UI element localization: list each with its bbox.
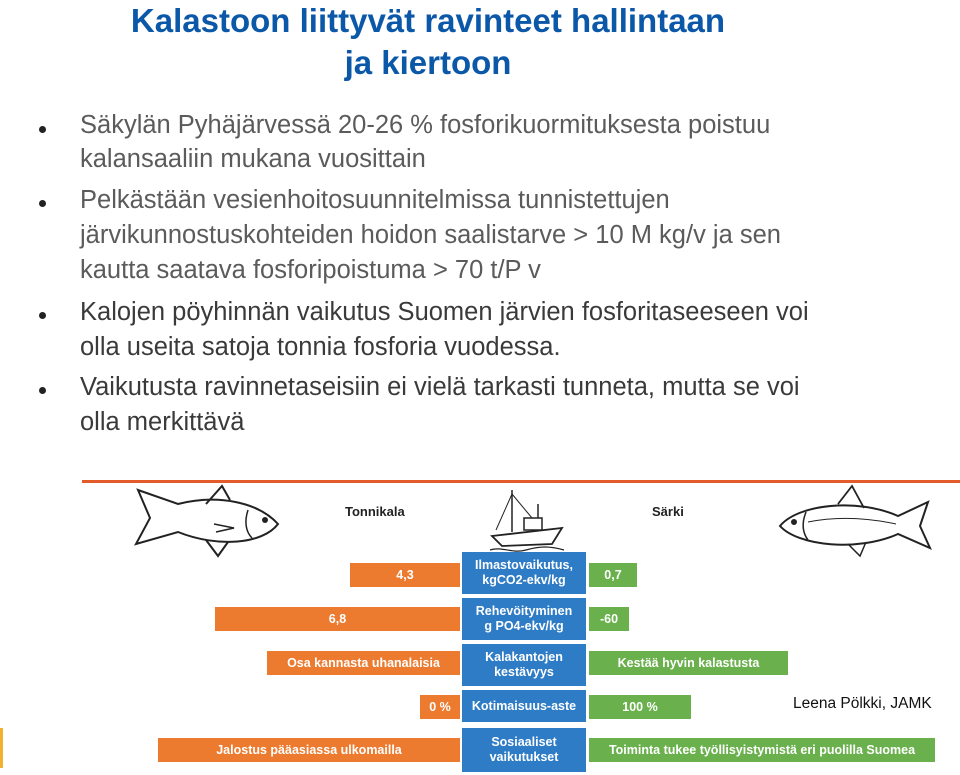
category-eutrophication: Rehevöityminen g PO4-ekv/kg <box>462 598 586 640</box>
title-line-2: ja kiertoon <box>344 44 512 81</box>
bullet-1-line-1: Säkylän Pyhäjärvessä 20-26 % fosforikuormituksesta poistuu <box>80 111 771 139</box>
bullet-3-line-2: olla useita satoja tonnia fosforia vuodessa. <box>80 333 561 361</box>
bullet-2-line-1: Pelkästään vesienhoitosuunnitelmissa tunnistettujen <box>80 186 670 214</box>
fishing-boat-icon <box>488 484 566 556</box>
tuna-social-bar: Jalostus pääasiassa ulkomailla <box>158 738 460 762</box>
bullet-4-line-2: olla merkittävä <box>80 408 245 436</box>
roach-stock-bar: Kestää hyvin kalastusta <box>589 651 788 675</box>
bullet-2-line-2: järvikunnostuskohteiden hoidon saalistarve > 10 M kg/v ja sen <box>80 221 781 249</box>
roach-social-bar: Toiminta tukee työllisyistymistä eri puolilla Suomea <box>589 738 935 762</box>
bullet-2-line-3: kautta saatava fosforipoistuma > 70 t/P v <box>80 256 541 284</box>
bullet-icon <box>39 126 46 133</box>
bullet-icon <box>39 312 46 319</box>
comparison-figure <box>0 470 960 775</box>
roach-label: Särki <box>652 504 684 519</box>
bullet-4-line-1: Vaikutusta ravinnetaseisiin ei vielä tarkasti tunneta, mutta se voi <box>80 373 800 401</box>
category-stock-sustainability: Kalakantojen kestävyys <box>462 644 586 686</box>
category-domestic-degree: Kotimaisuus-aste <box>462 690 586 722</box>
category-climate: Ilmastovaikutus, kgCO2-ekv/kg <box>462 552 586 594</box>
tuna-fish-icon <box>118 482 308 562</box>
roach-fish-icon <box>768 482 938 560</box>
category-social-impacts: Sosiaaliset vaikutukset <box>462 728 586 772</box>
tuna-domestic-bar: 0 % <box>420 695 460 719</box>
tuna-stock-bar: Osa kannasta uhanalaisia <box>267 651 460 675</box>
bullet-1-line-2: kalansaaliin mukana vuosittain <box>80 145 426 173</box>
title-line-1: Kalastoon liittyvät ravinteet hallintaan <box>130 2 726 39</box>
image-credit: Leena Pölkki, JAMK <box>793 695 932 712</box>
bullet-icon <box>39 200 46 207</box>
tuna-label: Tonnikala <box>345 504 405 519</box>
roach-climate-bar: 0,7 <box>589 563 637 587</box>
tuna-climate-bar: 4,3 <box>350 563 460 587</box>
decorative-line <box>0 728 3 768</box>
roach-eutrophication-bar: -60 <box>589 607 629 631</box>
roach-domestic-bar: 100 % <box>589 695 691 719</box>
bullet-3-line-1: Kalojen pöyhinnän vaikutus Suomen järvien fosforitaseeseen voi <box>80 298 809 326</box>
bullet-icon <box>39 387 46 394</box>
tuna-eutrophication-bar: 6,8 <box>215 607 460 631</box>
